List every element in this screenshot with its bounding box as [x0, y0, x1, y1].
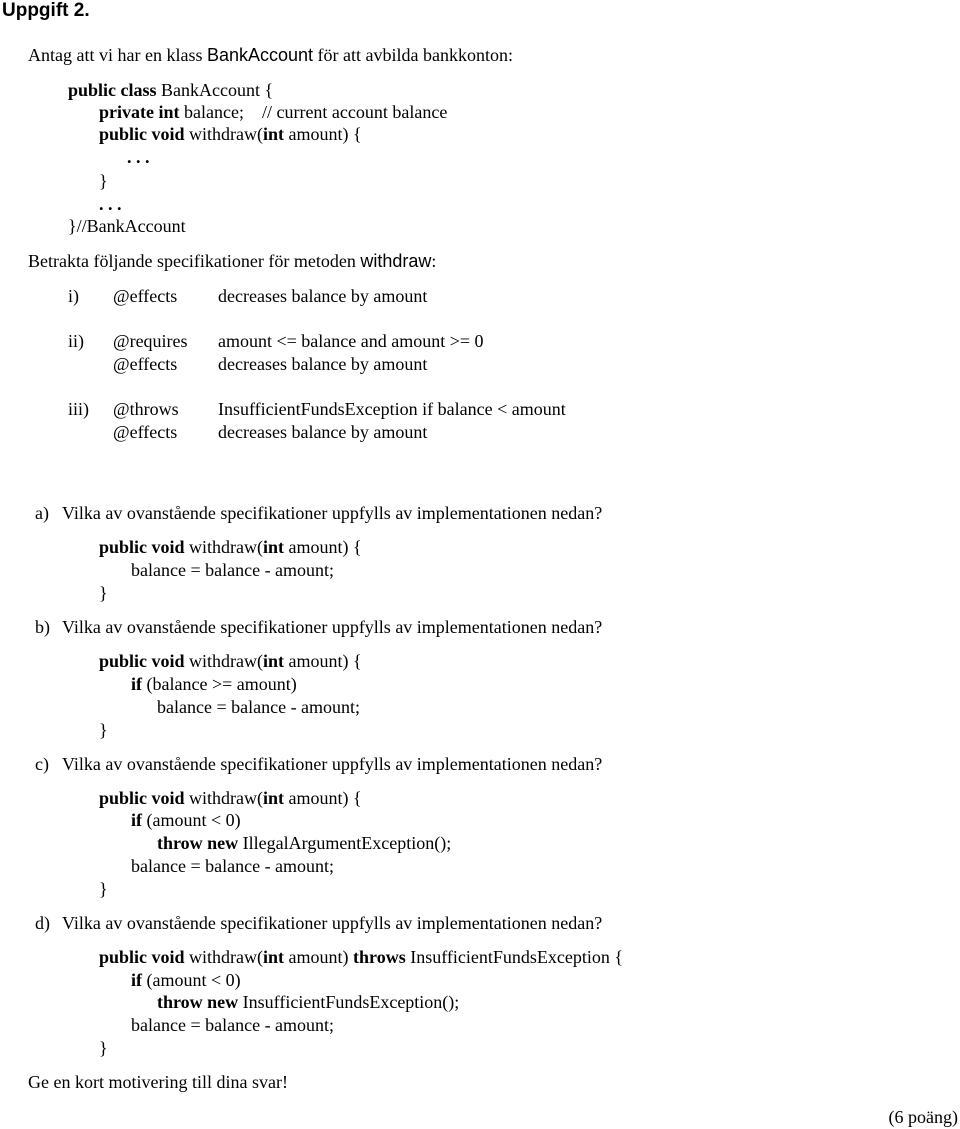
- question-text: Vilka av ovanstående specifikationer uppfylls av implementationen nedan?: [62, 503, 603, 523]
- class-code-line: . . .: [99, 194, 122, 214]
- spec-text: InsufficientFundsException if balance < amount: [218, 399, 566, 419]
- spec-text: decreases balance by amount: [218, 422, 428, 442]
- spec-text: decreases balance by amount: [218, 286, 428, 306]
- code-line: public void withdraw(int amount) {: [99, 651, 362, 671]
- code-line: if (balance >= amount): [131, 674, 297, 694]
- spec-number: iii): [68, 399, 89, 419]
- code-line: }: [99, 879, 108, 899]
- code-line: if (amount < 0): [131, 970, 241, 990]
- footer-instruction: Ge en kort motivering till dina svar!: [28, 1072, 288, 1092]
- code-line: balance = balance - amount;: [131, 1015, 335, 1035]
- spec-tag: @throws: [113, 399, 179, 419]
- spec-text: decreases balance by amount: [218, 354, 428, 374]
- question-text: Vilka av ovanstående specifikationer uppfylls av implementationen nedan?: [62, 754, 603, 774]
- question-label: a): [35, 503, 49, 523]
- intro-paragraph: Antag att vi har en klass BankAccount för att avbilda bankkonton:: [28, 45, 513, 65]
- code-line: }: [99, 583, 108, 603]
- spec-number: i): [68, 286, 79, 306]
- class-code-line: . . .: [127, 147, 150, 167]
- spec-tag: @requires: [113, 331, 188, 351]
- spec-tag: @effects: [113, 286, 178, 306]
- question-label: d): [35, 913, 50, 933]
- code-line: throw new IllegalArgumentException();: [157, 833, 452, 853]
- code-line: public void withdraw(int amount) {: [99, 537, 362, 557]
- class-code-line: }: [99, 171, 108, 191]
- class-code-line: public class BankAccount {: [68, 80, 274, 100]
- code-line: balance = balance - amount;: [131, 560, 335, 580]
- code-line: balance = balance - amount;: [131, 856, 335, 876]
- code-line: balance = balance - amount;: [157, 697, 361, 717]
- code-line: public void withdraw(int amount) throws InsufficientFundsException {: [99, 947, 624, 967]
- code-line: throw new InsufficientFundsException();: [157, 992, 460, 1012]
- class-code-line: public void withdraw(int amount) {: [99, 124, 362, 144]
- code-line: }: [99, 1038, 108, 1058]
- code-line: }: [99, 720, 108, 740]
- question-label: b): [35, 617, 50, 637]
- page-title: Uppgift 2.: [2, 0, 90, 21]
- class-code-line: }//BankAccount: [68, 216, 186, 236]
- code-line: if (amount < 0): [131, 810, 241, 830]
- question-label: c): [35, 754, 49, 774]
- question-text: Vilka av ovanstående specifikationer uppfylls av implementationen nedan?: [62, 617, 603, 637]
- question-text: Vilka av ovanstående specifikationer uppfylls av implementationen nedan?: [62, 913, 603, 933]
- points-label: (6 poäng): [888, 1107, 958, 1127]
- consider-paragraph: Betrakta följande specifikationer för metoden withdraw:: [28, 251, 437, 271]
- spec-tag: @effects: [113, 422, 178, 442]
- code-line: public void withdraw(int amount) {: [99, 788, 362, 808]
- spec-text: amount <= balance and amount >= 0: [218, 331, 484, 351]
- spec-tag: @effects: [113, 354, 178, 374]
- class-code-line: private int balance; // current account balance: [99, 102, 448, 122]
- spec-number: ii): [68, 331, 84, 351]
